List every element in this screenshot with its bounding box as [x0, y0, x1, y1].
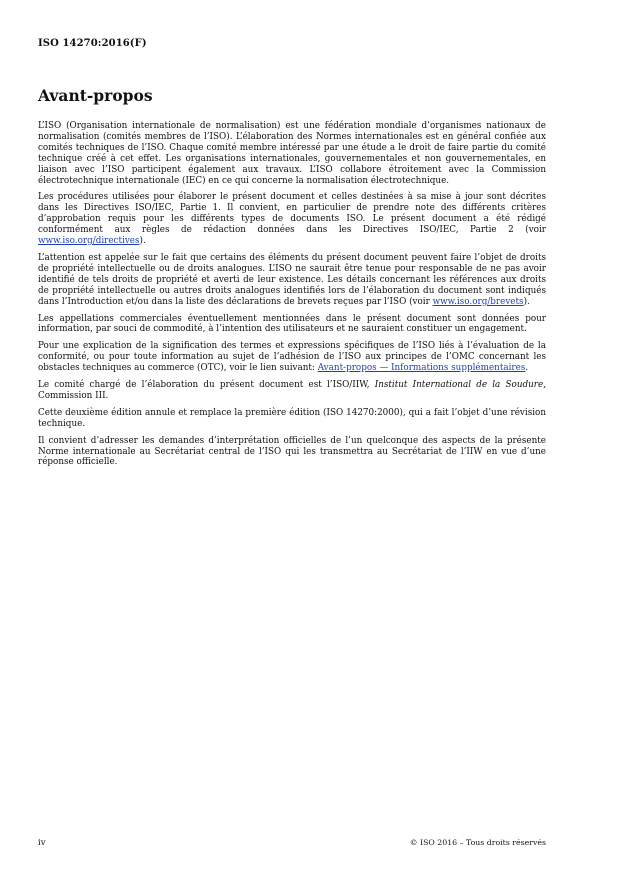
directives-link[interactable]: www.iso.org/directives	[38, 236, 140, 247]
paragraph-iso-intro: L’ISO (Organisation internationale de normalisation) est une fédération mondiale d’organismes nationaux de normalisation (comités membres de l’ISO). L’élaboration des Normes internationales est en général confiée aux comités techniques de l’ISO. Chaque comité membre intéressé par une étude a le droit de faire partie du comité technique créé à cet effet. Les organisations internationales, gouvernementales et non gouvernementales, en liaison avec l’ISO participent également aux travaux. L’ISO collabore étroitement avec la Commission électrotechnique internationale (IEC) en ce qui concerne la normalisation électrotechnique.	[38, 121, 546, 186]
patents-link[interactable]: www.iso.org/brevets	[432, 296, 524, 307]
paragraph-trade-names: Les appellations commerciales éventuellement mentionnées dans le présent document sont données pour information, par souci de commodité, à l’intention des utilisateurs et ne sauraient constituer un engagement.	[38, 313, 546, 335]
paragraph-end: ).	[139, 236, 146, 247]
paragraph-patents	[38, 253, 546, 308]
page-title: Avant-propos	[38, 86, 153, 105]
paragraph-text: Le comité chargé de l’élaboration du présent document est l’ISO/IIW,	[38, 380, 375, 391]
paragraph-procedures	[38, 192, 546, 247]
paragraph-interpretation: Il convient d’adresser les demandes d’interprétation officielles de l’un quelconque des aspects de la présente Norme internationale au Secrétariat central de l’ISO qui les transmettra au Secrétariat de l’IIW en vue d’une réponse officielle.	[38, 435, 546, 468]
foreword-body	[38, 121, 546, 474]
committee-name: Institut International de la Soudure	[374, 380, 544, 391]
paragraph-end: , Commission III.	[38, 380, 546, 401]
copyright-notice: © ISO 2016 – Tous droits réservés	[409, 838, 546, 847]
paragraph-end: .	[525, 363, 529, 374]
document-id: ISO 14270:2016(F)	[38, 38, 147, 49]
paragraph-conformity	[38, 341, 546, 374]
paragraph-committee	[38, 380, 546, 402]
paragraph-end: ).	[523, 296, 530, 307]
paragraph-text: Les procédures utilisées pour élaborer le présent document et celles destinées à sa mise à jour sont décrites dans les Directives ISO/IEC, Partie 1. Il convient, en particulier de prendre note des différents critères d’approbation requis pour les différents types de documents ISO. Le présent document a été rédigé conformément aux règles de rédaction données dans les Directives ISO/IEC, Partie 2 (voir	[38, 192, 546, 236]
page-number: iv	[38, 838, 46, 848]
supplementary-info-link[interactable]: Avant-propos — Informations supplémentaires	[317, 363, 526, 374]
paragraph-text: L’attention est appelée sur le fait que certains des éléments du présent document peuvent faire l’objet de droits de propriété intellectuelle ou de droits analogues. L’ISO ne saurait être tenue pour responsable de ne pas avoir identifié de tels droits de propriété et averti de leur existence. Les détails concernant les références aux droits de propriété intellectuelle ou autres droits analogues identifiés lors de l’élaboration du document sont indiqués dans l’Introduction et/ou dans la liste des déclarations de brevets reçues par l’ISO (voir	[38, 252, 546, 307]
paragraph-edition: Cette deuxième édition annule et remplace la première édition (ISO 14270:2000), qui a fait l’objet d’une révision technique.	[38, 407, 546, 429]
paragraph-text: Pour une explication de la signification des termes et expressions spécifiques de l’ISO liés à l’évaluation de la conformité, ou pour toute information au sujet de l’adhésion de l’ISO aux principes de l’OMC concernant les obstacles techniques au commerce (OTC), voir le lien suivant:	[38, 341, 546, 374]
